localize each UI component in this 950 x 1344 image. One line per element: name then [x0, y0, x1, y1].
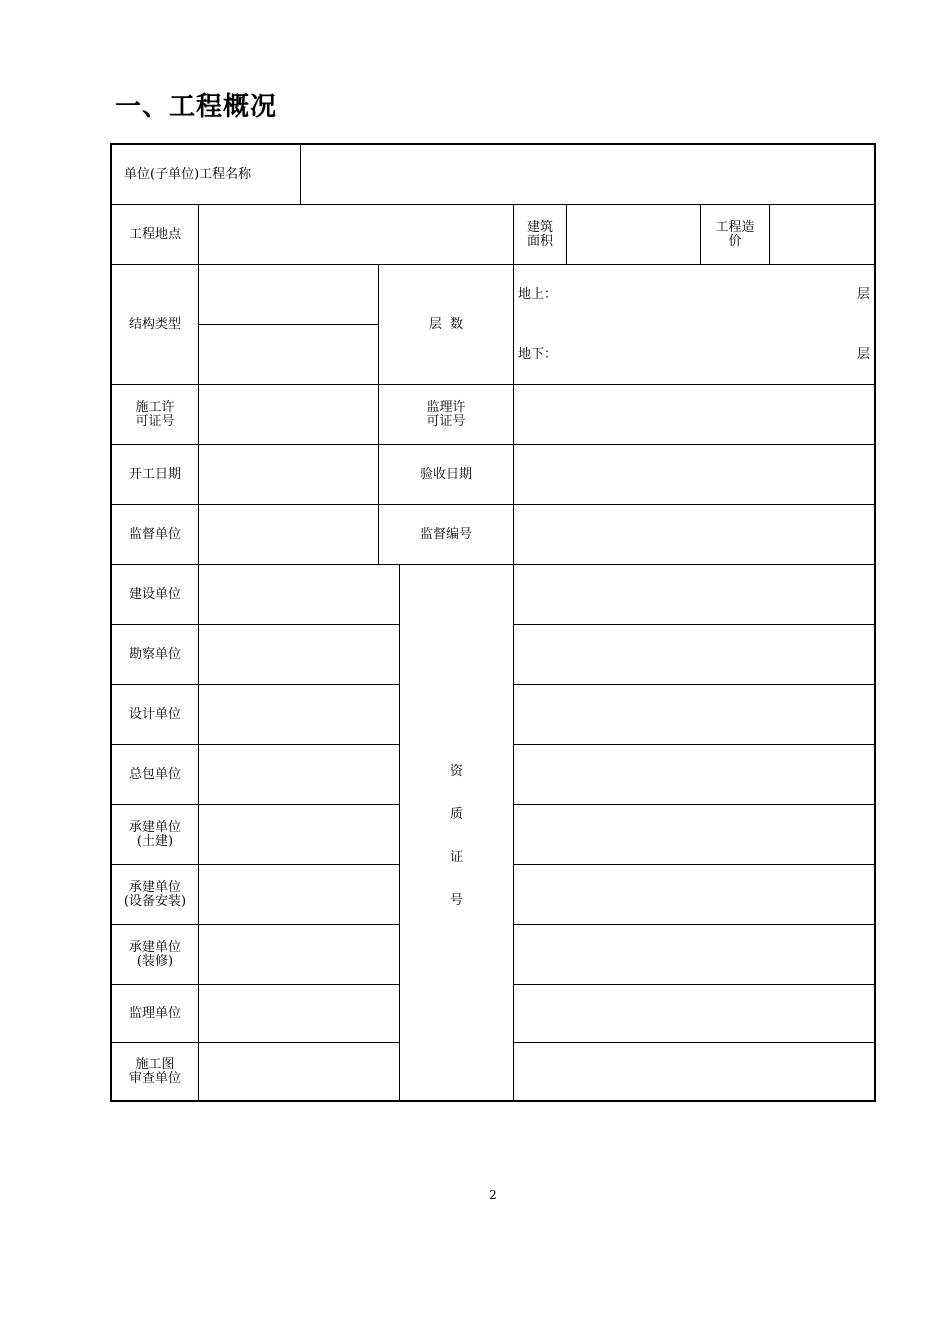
construction-permit-field[interactable] — [199, 385, 378, 444]
building-area-field[interactable] — [567, 205, 700, 264]
qualification-cert-field[interactable] — [514, 985, 874, 1042]
unit-name-field[interactable] — [199, 805, 399, 864]
qualification-cert-field[interactable] — [514, 685, 874, 744]
project-cost-field[interactable] — [770, 205, 874, 264]
unit-name-field[interactable] — [199, 685, 399, 744]
unit-label: 承建单位 (装修) — [128, 939, 181, 969]
supervising-unit-field[interactable] — [199, 505, 378, 564]
acceptance-date-label: 验收日期 — [419, 466, 472, 482]
supervision-number-field[interactable] — [514, 505, 874, 564]
start-date-field[interactable] — [199, 445, 378, 504]
project-cost-label: 工程造 价 — [715, 219, 755, 249]
project-name-field[interactable] — [301, 145, 874, 204]
unit-label: 设计单位 — [128, 706, 181, 722]
unit-label: 承建单位 (土建) — [128, 819, 181, 849]
qualification-cert-field[interactable] — [514, 865, 874, 924]
supervising-unit-label: 监督单位 — [128, 526, 181, 542]
unit-name-field[interactable] — [199, 985, 399, 1042]
structure-type-field-1[interactable] — [199, 265, 378, 324]
above-ground-label: 地上： — [518, 286, 558, 302]
location-field[interactable] — [199, 205, 513, 264]
location-label: 工程地点 — [128, 226, 181, 242]
qualification-cert-field[interactable] — [514, 925, 874, 984]
unit-name-field[interactable] — [199, 565, 399, 624]
floors-label: 层 数 — [428, 316, 464, 332]
unit-label: 施工图 审查单位 — [128, 1056, 181, 1086]
page-title: 一、工程概况 — [115, 92, 278, 122]
unit-label: 承建单位 (设备安装) — [123, 879, 187, 909]
supervision-permit-field[interactable] — [514, 385, 874, 444]
start-date-label: 开工日期 — [128, 466, 181, 482]
below-ground-label: 地下： — [518, 346, 558, 362]
qualification-cert-field[interactable] — [514, 745, 874, 804]
qualification-cert-field[interactable] — [514, 565, 874, 624]
supervision-permit-label: 监理许 可证号 — [426, 399, 466, 429]
project-overview-table — [110, 143, 876, 1102]
unit-name-field[interactable] — [199, 625, 399, 684]
above-ground-unit: 层 — [856, 286, 870, 302]
unit-label: 监理单位 — [128, 1005, 181, 1021]
qualification-cert-label: 资 质 证 号 — [449, 764, 463, 908]
qualification-cert-field[interactable] — [514, 805, 874, 864]
qualification-cert-field[interactable] — [514, 1043, 874, 1100]
unit-label: 总包单位 — [128, 766, 181, 782]
page-number: 2 — [489, 1188, 497, 1202]
unit-label: 勘察单位 — [128, 646, 181, 662]
qualification-cert-field[interactable] — [514, 625, 874, 684]
structure-type-label: 结构类型 — [128, 316, 181, 332]
project-name-label: 单位(子单位)工程名称 — [124, 166, 252, 182]
below-ground-unit: 层 — [856, 346, 870, 362]
unit-name-field[interactable] — [199, 745, 399, 804]
unit-label: 建设单位 — [128, 586, 181, 602]
supervision-number-label: 监督编号 — [419, 526, 472, 542]
unit-name-field[interactable] — [199, 865, 399, 924]
building-area-label: 建筑 面积 — [526, 219, 553, 249]
acceptance-date-field[interactable] — [514, 445, 874, 504]
unit-name-field[interactable] — [199, 1043, 399, 1100]
structure-type-field-2[interactable] — [199, 325, 378, 384]
construction-permit-label: 施工许 可证号 — [135, 399, 175, 429]
unit-name-field[interactable] — [199, 925, 399, 984]
